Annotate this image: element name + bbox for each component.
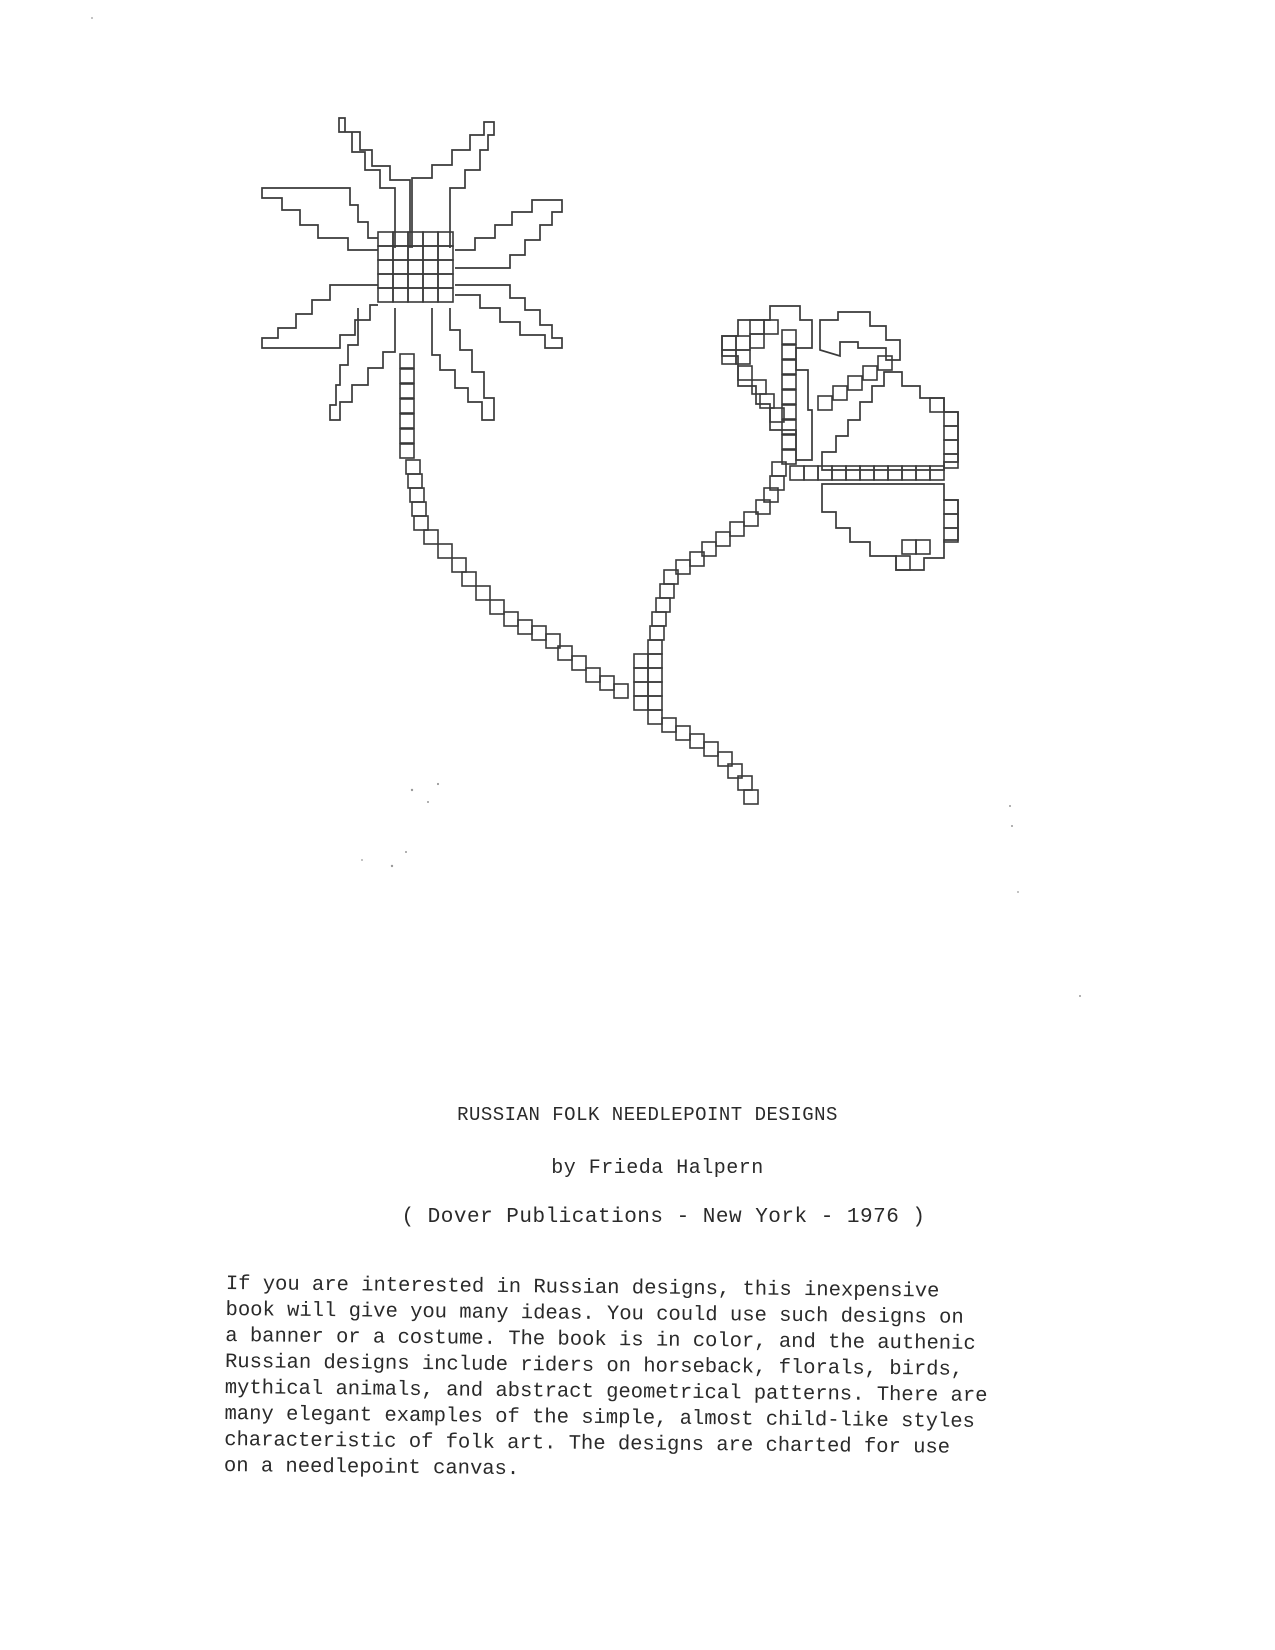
star-flower-petals <box>262 118 562 420</box>
bloom-band-cell <box>888 466 902 480</box>
bloom-band-cell <box>930 466 944 480</box>
bloom-band-cell <box>790 466 804 480</box>
left-stem-cell <box>476 586 490 600</box>
bloom-stalk-cell <box>782 360 796 374</box>
left-stem-cell <box>400 399 414 413</box>
bloom-stalk-cell <box>782 435 796 449</box>
star-center-cell <box>393 274 408 288</box>
bloom-petal-cell <box>750 334 764 348</box>
bloom-diagonal-cell <box>818 396 832 410</box>
star-center-cell <box>423 246 438 260</box>
bloom-petal-cell <box>944 454 958 468</box>
right-stem-cell <box>660 584 674 598</box>
right-stem-cell <box>716 532 730 546</box>
junction-cell <box>634 682 648 696</box>
bloom-petal-cell <box>944 440 958 454</box>
book-author: by Frieda Halpern <box>551 1157 764 1180</box>
bloom-top-petal-outline <box>820 312 900 360</box>
left-stem-cell <box>408 474 422 488</box>
book-publisher: ( Dover Publications - New York - 1976 ) <box>401 1206 926 1229</box>
star-center-cell <box>438 246 453 260</box>
bloom-petal-cell <box>764 320 778 334</box>
star-center-cell <box>423 288 438 302</box>
left-stem-cell <box>406 460 420 474</box>
bloom-diagonal-cell <box>848 376 862 390</box>
petal-top-right <box>412 122 494 248</box>
right-stem-cell <box>652 612 666 626</box>
petal-left-upper <box>262 188 378 250</box>
junction-cell <box>648 654 662 668</box>
bloom-band-cell <box>804 466 818 480</box>
junction-cell <box>648 682 662 696</box>
star-center-cell <box>423 260 438 274</box>
left-stem-cell <box>400 414 414 428</box>
second-bloom-outline <box>722 306 958 570</box>
left-stem-cell <box>414 516 428 530</box>
petal-bottom-left <box>330 308 395 420</box>
bloom-petal-cell <box>902 540 916 554</box>
star-center-cell <box>393 246 408 260</box>
left-stem-cell <box>600 676 614 690</box>
bloom-petal-cell <box>944 412 958 426</box>
bloom-petal-cell <box>896 556 910 570</box>
left-stem-cell <box>400 444 414 458</box>
junction-cell <box>634 696 648 710</box>
stem-tail-cell <box>662 718 676 732</box>
right-stem-cell <box>650 626 664 640</box>
right-stem-cell <box>730 522 744 536</box>
star-center-cell <box>378 274 393 288</box>
bloom-band-cell <box>846 466 860 480</box>
right-stem-cell <box>648 640 662 654</box>
bloom-band-cell <box>832 466 846 480</box>
star-center-cell <box>408 288 423 302</box>
star-center-cell <box>423 232 438 246</box>
paper-specks <box>91 17 1081 1000</box>
bloom-diagonal-cell <box>878 356 892 370</box>
left-stem-cell <box>586 668 600 682</box>
bloom-petal-cell <box>752 380 766 394</box>
bloom-band-cell <box>916 466 930 480</box>
stitch-grid <box>378 232 958 804</box>
bloom-band-cell <box>818 466 832 480</box>
star-center-cell <box>378 288 393 302</box>
right-stem-cell <box>656 598 670 612</box>
left-stem-cell <box>400 369 414 383</box>
left-stem-cell <box>614 684 628 698</box>
book-title: RUSSIAN FOLK NEEDLEPOINT DESIGNS <box>457 1104 838 1126</box>
bloom-band-cell <box>902 466 916 480</box>
petal-bottom-right <box>432 308 494 420</box>
stem-tail-cell <box>744 790 758 804</box>
left-stem-cell <box>410 488 424 502</box>
left-stem-cell <box>412 502 426 516</box>
bloom-left-petal-outline <box>722 306 812 460</box>
petal-top-left <box>339 118 410 248</box>
star-center-cell <box>423 274 438 288</box>
bloom-stalk-cell <box>782 375 796 389</box>
junction-cell <box>648 668 662 682</box>
bloom-petal-cell <box>944 426 958 440</box>
bloom-stalk-cell <box>782 330 796 344</box>
bloom-diagonal-cell <box>863 366 877 380</box>
junction-cell <box>634 654 648 668</box>
bloom-lower-petal-outline <box>822 484 958 570</box>
bloom-diagonal-cell <box>833 386 847 400</box>
star-center-cell <box>378 260 393 274</box>
star-center-cell <box>408 274 423 288</box>
left-stem-cell <box>572 656 586 670</box>
star-center-cell <box>408 260 423 274</box>
left-stem-cell <box>400 354 414 368</box>
bloom-petal-cell <box>736 336 750 350</box>
left-stem-cell <box>438 544 452 558</box>
bloom-petal-cell <box>944 500 958 514</box>
star-center-cell <box>438 288 453 302</box>
stem-tail-cell <box>676 726 690 740</box>
left-stem-cell <box>452 558 466 572</box>
left-stem-cell <box>462 572 476 586</box>
petal-left-lower <box>262 285 378 348</box>
left-stem-cell <box>532 626 546 640</box>
junction-cell <box>648 696 662 710</box>
star-center-cell <box>393 260 408 274</box>
stem-tail-cell <box>690 734 704 748</box>
bloom-petal-cell <box>722 350 736 364</box>
bloom-band-cell <box>874 466 888 480</box>
petal-right-lower <box>455 285 562 348</box>
bloom-band-cell <box>860 466 874 480</box>
star-center-cell <box>378 246 393 260</box>
bloom-petal-cell <box>944 514 958 528</box>
bloom-petal-cell <box>916 540 930 554</box>
bloom-petal-cell <box>750 320 764 334</box>
junction-cell <box>634 668 648 682</box>
stem-tail-cell <box>704 742 718 756</box>
bloom-petal-cell <box>760 394 774 408</box>
bloom-petal-cell <box>930 398 944 412</box>
star-center-cell <box>408 246 423 260</box>
star-center-cell <box>438 274 453 288</box>
bloom-stalk-cell <box>782 390 796 404</box>
left-stem-cell <box>424 530 438 544</box>
left-stem-cell <box>518 620 532 634</box>
petal-right-upper <box>455 200 562 268</box>
bloom-petal-cell <box>722 336 736 350</box>
star-center-cell <box>438 260 453 274</box>
bloom-petal-cell <box>738 366 752 380</box>
bloom-stalk-cell <box>782 345 796 359</box>
left-stem-cell <box>400 429 414 443</box>
left-stem-cell <box>400 384 414 398</box>
book-description: If you are interested in Russian designs, this inexpensive book will give you many ideas. You could use such designs on a banner or a costume. The book is in color, and the authenic Russian designs include riders on horseback, florals, birds, mythical animals, and abstract geometrical patterns. There are many elegant examples of the simple, almost child-like styles characteristic of folk art. The designs are charted for use on a needlepoint canvas. <box>223 1273 988 1482</box>
star-center-cell <box>378 232 393 246</box>
star-center-cell <box>393 288 408 302</box>
left-stem-cell <box>504 612 518 626</box>
left-stem-cell <box>490 600 504 614</box>
stem-tail-cell <box>648 710 662 724</box>
